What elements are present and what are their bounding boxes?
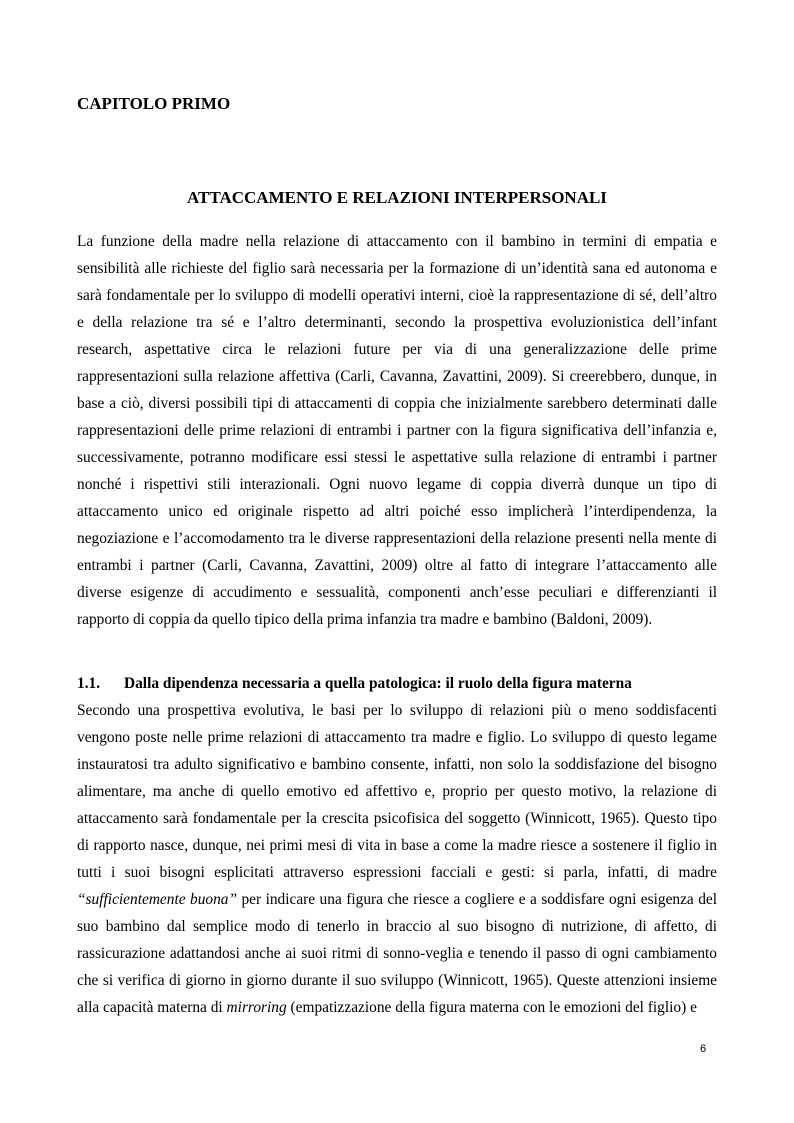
paragraph-2-part-2: per indicare una figura che riesce a cogliere e a soddisfare ogni esigenza del suo bambino dal semplice modo di tenerlo in braccio al suo bisogno di nutrizione, di affetto, di rassicurazione adattandosi anche ai suoi ritmi di sonno-veglia e tenendo il passo di ogni cambiamento che si verifica di giorno in giorno durante il suo sviluppo (Winnicott, 1965). Queste attenzioni insieme alla capacità materna di [77,891,718,1016]
paragraph-2-part-1: Secondo una prospettiva evolutiva, le basi per lo sviluppo di relazioni più o meno soddisfacenti vengono poste nelle prime relazioni di attaccamento tra madre e figlio. Lo sviluppo di questo legame instauratosi tra adulto significativo e bambino consente, infatti, non solo la soddisfazione del bisogno alimentare, ma anche di quello emotivo ed affettivo e, proprio per questo motivo, la relazione di attaccamento sarà fondamentale per la crescita psicofisica del soggetto (Winnicott, 1965). Questo tipo di rapporto nasce, dunque, nei primi mesi di vita in base a come la madre riesce a sostenere il figlio in tutti i suoi bisogni esplicitati attraverso espressioni facciali e gesti: si parla, infatti, di madre [77,702,717,881]
chapter-heading: CAPITOLO PRIMO [77,94,231,113]
paragraph-1: La funzione della madre nella relazione di attaccamento con il bambino in termini di empatia e sensibilità alle richieste del figlio sarà necessaria per la formazione di un’identità sana ed autonoma e sarà fondamentale per lo sviluppo di modelli operativi interni, cioè la rappresentazione di sé, dell’altro e della relazione tra sé e l’altro determinanti, secondo la prospettiva evoluzionistica dell’infant research, aspettative circa le relazioni future per via di una generalizzazione delle prime rappresentazioni sulla relazione affettiva (Carli, Cavanna, Zavattini, 2009). Si creerebbero, dunque, in base a ciò, diversi possibili tipi di attaccamenti di coppia che inizialmente sarebbero determinati dalle rappresentazioni delle prime relazioni di entrambi i partner con la figura significativa dell’infanzia e, successivamente, potranno modificare essi stessi le aspettative sulla relazione di entrambi i partner nonché i rispettivi stili interazionali. Ogni nuovo legame di coppia diverrà dunque un tipo di attaccamento unico ed originale rispetto ad altri poiché esso implicherà l’interdipendenza, la negoziazione e l’accomodamento tra le diverse rappresentazioni della relazione presenti nella mente di entrambi i partner (Carli, Cavanna, Zavattini, 2009) oltre al fatto di integrare l’attaccamento alle diverse esigenze di accudimento e sessualità, componenti anch’esse peculiari e differenzianti il rapporto di coppia da quello tipico della prima infanzia tra madre e bambino (Baldoni, 2009). [77,233,717,628]
paragraph-2-italic-term-1: “sufficientemente buona” [77,891,238,908]
subsection-heading [77,674,717,694]
subsection-title: Dalla dipendenza necessaria a quella patologica: il ruolo della figura materna [124,675,632,692]
paragraph-2-part-3: (empatizzazione della figura materna con le emozioni del figlio) e [286,999,697,1016]
page-number: 6 [700,1043,707,1055]
subsection-number: 1.1. [77,675,101,692]
paragraph-2 [77,697,717,1021]
paragraph-2-italic-term-2: mirroring [226,999,287,1016]
section-title: ATTACCAMENTO E RELAZIONI INTERPERSONALI [187,188,607,207]
